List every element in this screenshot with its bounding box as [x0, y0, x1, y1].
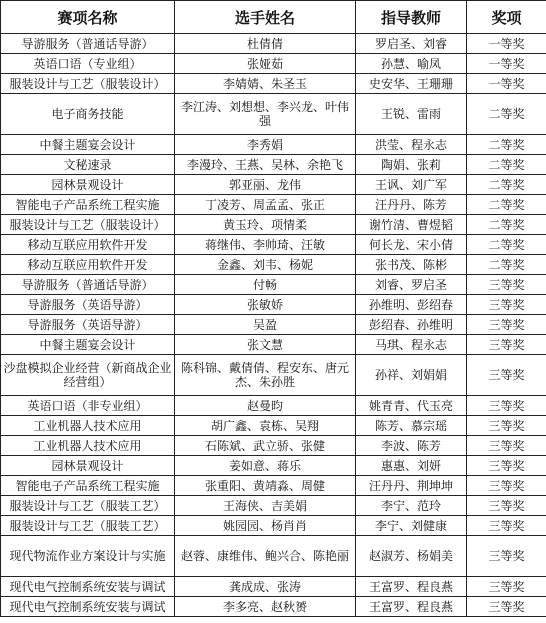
table-row [1, 577, 546, 597]
cell-award: 二等奖 [467, 235, 546, 255]
cell-players: 张文慧 [175, 335, 356, 355]
table-row [1, 34, 546, 54]
cell-award: 三等奖 [467, 536, 546, 577]
cell-event: 文秘速录 [1, 155, 175, 175]
cell-award: 一等奖 [467, 74, 546, 94]
cell-award: 三等奖 [467, 597, 546, 617]
cell-event: 现代电气控制系统安装与调试 [1, 577, 175, 597]
cell-teachers: 惠惠、刘妍 [356, 456, 467, 476]
table-row [1, 215, 546, 235]
cell-event: 智能电子产品系统工程实施 [1, 195, 175, 215]
cell-players: 丁凌芳、周孟孟、张正 [175, 195, 356, 215]
cell-award: 二等奖 [467, 94, 546, 135]
table-row [1, 54, 546, 74]
cell-event: 工业机器人技术应用 [1, 416, 175, 436]
cell-players: 李婧婧、朱圣玉 [175, 74, 356, 94]
table-row [1, 476, 546, 496]
table-row [1, 135, 546, 155]
table-row [1, 255, 546, 275]
cell-teachers: 罗启圣、刘睿 [356, 34, 467, 54]
cell-players: 石陈斌、武立骄、张健 [175, 436, 356, 456]
cell-event: 服装设计与工艺（服装设计） [1, 215, 175, 235]
table-row [1, 275, 546, 295]
cell-event: 现代电气控制系统安装与调试 [1, 597, 175, 617]
table-row [1, 74, 546, 94]
table-row [1, 235, 546, 255]
cell-teachers: 赵淑芳、杨娟美 [356, 536, 467, 577]
cell-players: 李江涛、刘想想、李兴龙、叶伟强 [175, 94, 356, 135]
header-players: 选手姓名 [175, 1, 356, 34]
cell-players: 姚园园、杨肖肖 [175, 516, 356, 536]
cell-event: 移动互联应用软件开发 [1, 255, 175, 275]
table-row [1, 335, 546, 355]
table-row [1, 597, 546, 617]
table-row [1, 516, 546, 536]
cell-players: 陈科锦、戴倩倩、程安东、唐元杰、朱孙胜 [175, 355, 356, 396]
table-row [1, 315, 546, 335]
cell-award: 二等奖 [467, 195, 546, 215]
cell-award: 三等奖 [467, 436, 546, 456]
cell-teachers: 李宁、刘健康 [356, 516, 467, 536]
cell-event: 英语口语（非专业组） [1, 396, 175, 416]
cell-event: 工业机器人技术应用 [1, 436, 175, 456]
cell-players: 张重阳、黄靖淼、周健 [175, 476, 356, 496]
table-row [1, 416, 546, 436]
cell-teachers: 王富罗、程良燕 [356, 577, 467, 597]
cell-teachers: 彭绍春、孙维明 [356, 315, 467, 335]
cell-event: 服装设计与工艺（服装工艺） [1, 496, 175, 516]
cell-players: 龚成成、张涛 [175, 577, 356, 597]
cell-teachers: 李宁、范玲 [356, 496, 467, 516]
cell-award: 三等奖 [467, 355, 546, 396]
cell-award: 三等奖 [467, 396, 546, 416]
cell-teachers: 王锐、雷雨 [356, 94, 467, 135]
cell-award: 一等奖 [467, 54, 546, 74]
cell-players: 张娅茹 [175, 54, 356, 74]
table-row [1, 175, 546, 195]
cell-event: 服装设计与工艺（服装工艺） [1, 516, 175, 536]
cell-event: 智能电子产品系统工程实施 [1, 476, 175, 496]
cell-award: 三等奖 [467, 315, 546, 335]
cell-players: 吴盈 [175, 315, 356, 335]
cell-event: 沙盘模拟企业经营（新商战企业经营组） [1, 355, 175, 396]
cell-event: 中餐主题宴会设计 [1, 135, 175, 155]
table-row [1, 496, 546, 516]
header-award: 奖项 [467, 1, 546, 34]
cell-teachers: 马琪、程永志 [356, 335, 467, 355]
cell-event: 现代物流作业方案设计与实施 [1, 536, 175, 577]
cell-award: 三等奖 [467, 295, 546, 315]
cell-event: 服装设计与工艺（服装设计） [1, 74, 175, 94]
cell-teachers: 汪丹丹、陈芳 [356, 195, 467, 215]
cell-players: 李多亮、赵秋赟 [175, 597, 356, 617]
header-event: 赛项名称 [1, 1, 175, 34]
cell-players: 姜如意、蒋乐 [175, 456, 356, 476]
cell-teachers: 孙维明、彭绍春 [356, 295, 467, 315]
cell-award: 一等奖 [467, 34, 546, 54]
cell-event: 导游服务（英语导游） [1, 315, 175, 335]
header-row [1, 1, 546, 34]
table-row [1, 94, 546, 135]
cell-event: 园林景观设计 [1, 175, 175, 195]
table-row [1, 436, 546, 456]
table-body [1, 34, 546, 617]
cell-players: 黄玉玲、项情柔 [175, 215, 356, 235]
cell-teachers: 李波、陈芳 [356, 436, 467, 456]
cell-players: 李秀娟 [175, 135, 356, 155]
table-row [1, 195, 546, 215]
cell-players: 胡广鑫、袁栋、吴翔 [175, 416, 356, 436]
cell-teachers: 汪丹丹、荆坤坤 [356, 476, 467, 496]
cell-award: 三等奖 [467, 496, 546, 516]
cell-event: 园林景观设计 [1, 456, 175, 476]
header-teachers: 指导教师 [356, 1, 467, 34]
cell-teachers: 洪莹、程永志 [356, 135, 467, 155]
cell-players: 杜倩倩 [175, 34, 356, 54]
cell-players: 蒋继伟、李帅琦、汪敏 [175, 235, 356, 255]
cell-teachers: 王讽、刘广军 [356, 175, 467, 195]
cell-award: 二等奖 [467, 135, 546, 155]
table-row [1, 456, 546, 476]
cell-teachers: 姚青青、代玉亮 [356, 396, 467, 416]
cell-award: 三等奖 [467, 456, 546, 476]
cell-players: 金鑫、刘韦、杨妮 [175, 255, 356, 275]
table-row [1, 355, 546, 396]
cell-award: 二等奖 [467, 175, 546, 195]
cell-teachers: 刘睿、罗启圣 [356, 275, 467, 295]
cell-teachers: 何长龙、宋小倩 [356, 235, 467, 255]
cell-award: 二等奖 [467, 155, 546, 175]
cell-players: 李漫玲、王燕、吴林、余艳飞 [175, 155, 356, 175]
cell-players: 张敏娇 [175, 295, 356, 315]
table-row [1, 155, 546, 175]
table-row [1, 396, 546, 416]
cell-event: 电子商务技能 [1, 94, 175, 135]
cell-event: 导游服务（普通话导游） [1, 34, 175, 54]
cell-players: 郭亚丽、龙伟 [175, 175, 356, 195]
table-row [1, 295, 546, 315]
cell-teachers: 孙慧、喻凤 [356, 54, 467, 74]
cell-award: 三等奖 [467, 275, 546, 295]
cell-event: 导游服务（普通话导游） [1, 275, 175, 295]
cell-players: 付畅 [175, 275, 356, 295]
cell-teachers: 史安华、王珊珊 [356, 74, 467, 94]
cell-players: 王海侠、吉美娟 [175, 496, 356, 516]
cell-teachers: 孙祥、刘娟娟 [356, 355, 467, 396]
cell-award: 二等奖 [467, 255, 546, 275]
cell-teachers: 张书茂、陈彬 [356, 255, 467, 275]
cell-teachers: 陈芳、慕宗瑶 [356, 416, 467, 436]
cell-players: 赵曼昀 [175, 396, 356, 416]
cell-teachers: 王富罗、程良燕 [356, 597, 467, 617]
cell-event: 导游服务（英语导游） [1, 295, 175, 315]
cell-award: 三等奖 [467, 516, 546, 536]
cell-teachers: 陶娟、张莉 [356, 155, 467, 175]
cell-players: 赵蓉、康维伟、鲍兴合、陈艳丽 [175, 536, 356, 577]
table-row [1, 536, 546, 577]
cell-award: 二等奖 [467, 215, 546, 235]
cell-award: 三等奖 [467, 335, 546, 355]
cell-award: 三等奖 [467, 577, 546, 597]
cell-event: 英语口语（专业组） [1, 54, 175, 74]
cell-teachers: 谢竹清、曹煜韬 [356, 215, 467, 235]
cell-award: 三等奖 [467, 416, 546, 436]
cell-event: 中餐主题宴会设计 [1, 335, 175, 355]
cell-event: 移动互联应用软件开发 [1, 235, 175, 255]
cell-award: 三等奖 [467, 476, 546, 496]
